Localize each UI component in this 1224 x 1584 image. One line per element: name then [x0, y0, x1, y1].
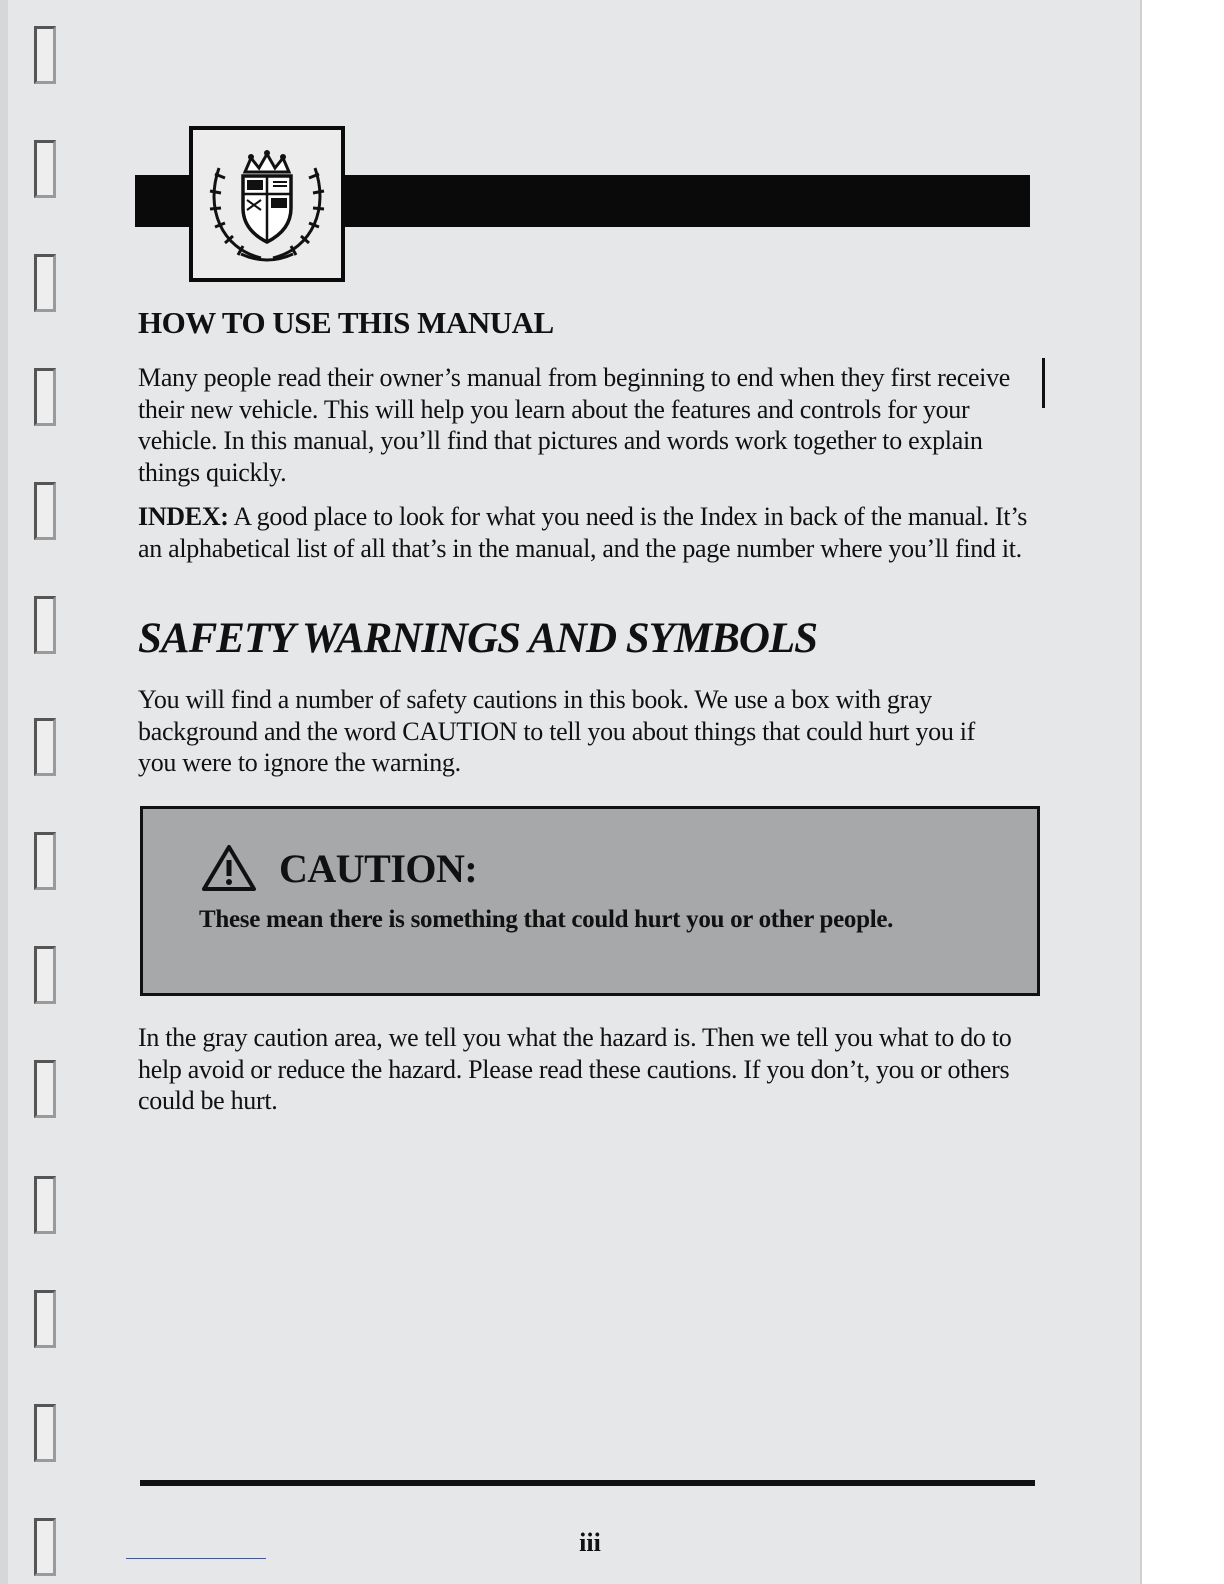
caution-title	[201, 844, 477, 892]
crest-icon	[201, 138, 333, 270]
binder-tab	[34, 482, 56, 540]
caution-explanation: In the gray caution area, we tell you what the hazard is. Then we tell you what to do to help avoid or reduce the hazard. Please read these cautions. If you don’t, you or others could be hurt.	[138, 1023, 1012, 1115]
index-text: A good place to look for what you need is the Index in back of the manual. It’s an alphabetical list of all that’s in the manual, and the page number where you’ll find it.	[138, 502, 1028, 563]
separator-line	[126, 1558, 266, 1559]
footer-rule	[140, 1480, 1035, 1486]
safety-heading: SAFETY WARNINGS AND SYMBOLS	[138, 615, 818, 662]
safety-intro: You will find a number of safety cautions in this book. We use a box with gray background and the word CAUTION to tell you about things that could hurt you if you were to ignore the warning.	[138, 685, 976, 777]
intro-paragraph: Many people read their owner’s manual from beginning to end when they first receive their new vehicle. This will help you learn about the features and controls for your vehicle. In this manual, you’ll find that pictures and words work together to explain things quickly.	[138, 363, 1011, 487]
binder-tab	[34, 718, 56, 776]
binder-tab	[34, 596, 56, 654]
binder-tab	[34, 1290, 56, 1348]
binding-margin	[0, 0, 8, 1584]
binder-tab	[34, 254, 56, 312]
binder-tab	[34, 26, 56, 84]
how-to-use-heading: HOW TO USE THIS MANUAL	[138, 305, 554, 340]
binder-tab	[34, 368, 56, 426]
binder-tab	[34, 1176, 56, 1234]
caution-label: CAUTION:	[279, 845, 478, 891]
warning-triangle-icon	[201, 844, 257, 892]
binder-tab	[34, 946, 56, 1004]
binder-tab	[34, 140, 56, 198]
caution-box	[140, 806, 1040, 996]
index-label: INDEX:	[138, 502, 229, 531]
page-number: iii	[579, 1528, 601, 1557]
caution-text: These mean there is something that could hurt you or other people.	[199, 906, 894, 933]
binder-tab	[34, 1404, 56, 1462]
binder-tab	[34, 1060, 56, 1118]
index-paragraph	[138, 501, 1038, 564]
change-bar	[1042, 358, 1045, 408]
binder-tab	[34, 832, 56, 890]
crest-logo	[189, 126, 345, 282]
